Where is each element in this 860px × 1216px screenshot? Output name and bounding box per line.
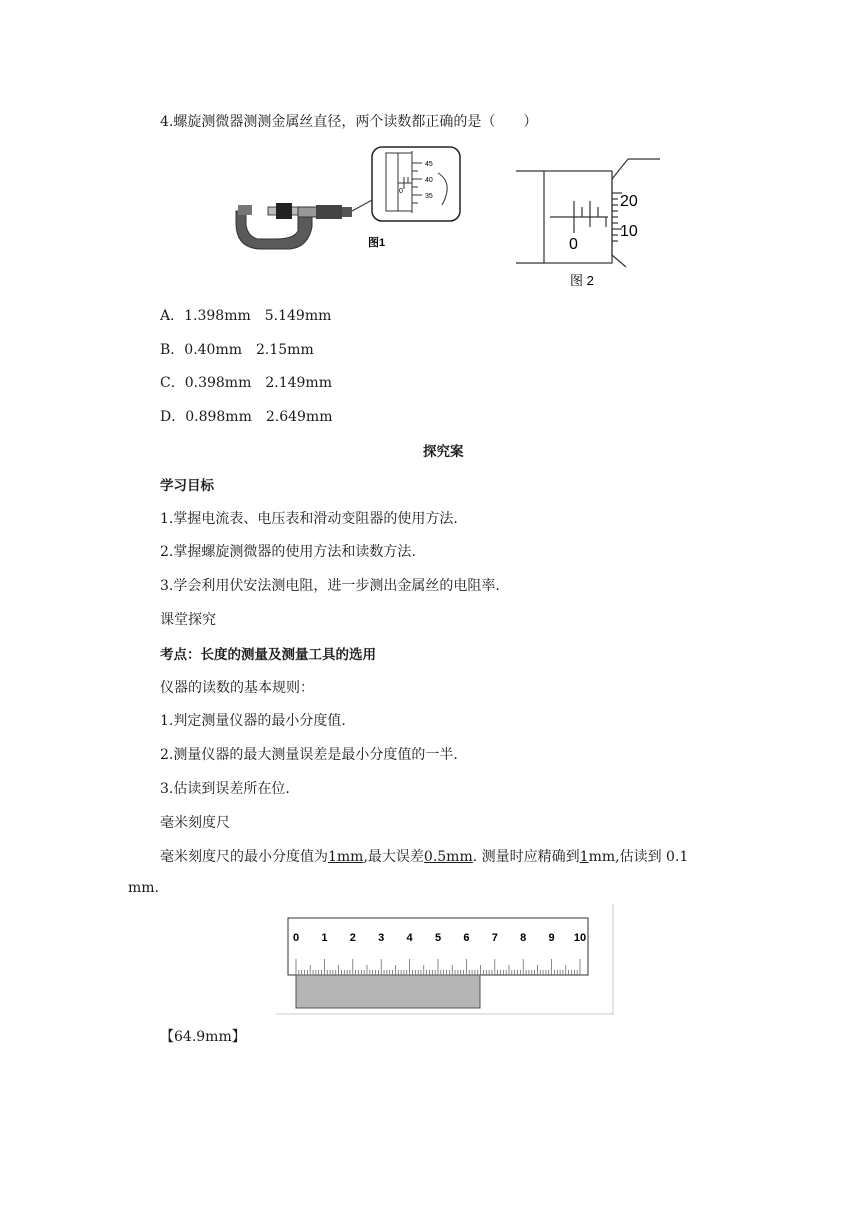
ruler-text-b: ,最大误差 [363, 849, 424, 865]
ruler-value-max-error: 0.5mm [423, 849, 473, 865]
ruler-figure [276, 904, 614, 1016]
ruler-label: 6 [463, 932, 470, 944]
ruler-answer: 【64.9mm】 [160, 1029, 246, 1045]
section-title: 探究案 [423, 444, 464, 460]
fig1-scale-35: 35 [425, 193, 433, 200]
ruler-label: 5 [434, 932, 442, 944]
rule-item: 3.估读到误差所在位. [160, 781, 290, 797]
ruler-text-d: mm,估读到 0.1 [588, 849, 689, 865]
objectives-heading: 学习目标 [160, 478, 214, 494]
fig2-caption: 图 2 [570, 273, 594, 288]
fig1-caption: 图1 [368, 237, 386, 249]
option-c: C．0.398mm 2.149mm [160, 375, 332, 391]
ruler-text-a: 毫米刻度尺的最小分度值为 [160, 849, 328, 865]
classroom-heading: 课堂探究 [160, 612, 216, 628]
figure-1-micrometer [228, 143, 464, 261]
objective-item: 3.学会利用伏安法测电阻，进一步测出金属丝的电阻率. [160, 578, 500, 594]
ruler-paragraph [160, 846, 688, 866]
rule-item: 2.测量仪器的最大测量误差是最小分度值的一半. [160, 747, 458, 763]
ruler-label: 0 [292, 932, 300, 944]
figure-2-micrometer-scale [510, 153, 665, 293]
ruler-value-min-division: 1mm [328, 849, 364, 865]
fig2-scale-20: 20 [620, 193, 638, 210]
measured-object [296, 975, 480, 1008]
fig2-zero: 0 [569, 236, 578, 253]
objective-item: 2.掌握螺旋测微器的使用方法和读数方法. [160, 544, 416, 560]
option-a: A．1.398mm 5.149mm [160, 308, 332, 324]
ruler-label: 7 [491, 932, 498, 944]
ruler-label: 2 [349, 932, 356, 944]
question-stem: 4.螺旋测微器测测金属丝直径，两个读数都正确的是（ ） [160, 114, 538, 130]
ruler-heading: 毫米刻度尺 [160, 815, 230, 831]
fig1-zero: 0 [399, 188, 403, 195]
ruler-label: 1 [321, 932, 328, 944]
fig1-scale-40: 40 [425, 177, 433, 184]
ruler-label: 4 [406, 932, 413, 944]
fig2-scale-10: 10 [620, 223, 638, 240]
objective-item: 1.掌握电流表、电压表和滑动变阻器的使用方法. [160, 511, 458, 527]
rules-intro: 仪器的读数的基本规则： [160, 680, 314, 696]
fig1-scale-45: 45 [425, 161, 433, 168]
ruler-label: 9 [548, 932, 555, 944]
ruler-label: 3 [378, 932, 385, 944]
ruler-text-c: . 测量时应精确到 [472, 849, 580, 865]
option-b: B．0.40mm 2.15mm [160, 342, 314, 358]
ruler-label: 8 [520, 932, 527, 944]
ruler-paragraph-cont: mm. [128, 880, 160, 896]
topic-heading: 考点：长度的测量及测量工具的选用 [160, 647, 376, 663]
ruler-value-precision: 1 [579, 849, 589, 865]
option-d: D．0.898mm 2.649mm [160, 409, 333, 425]
rule-item: 1.判定测量仪器的最小分度值. [160, 713, 346, 729]
ruler-label: 10 [573, 932, 587, 944]
